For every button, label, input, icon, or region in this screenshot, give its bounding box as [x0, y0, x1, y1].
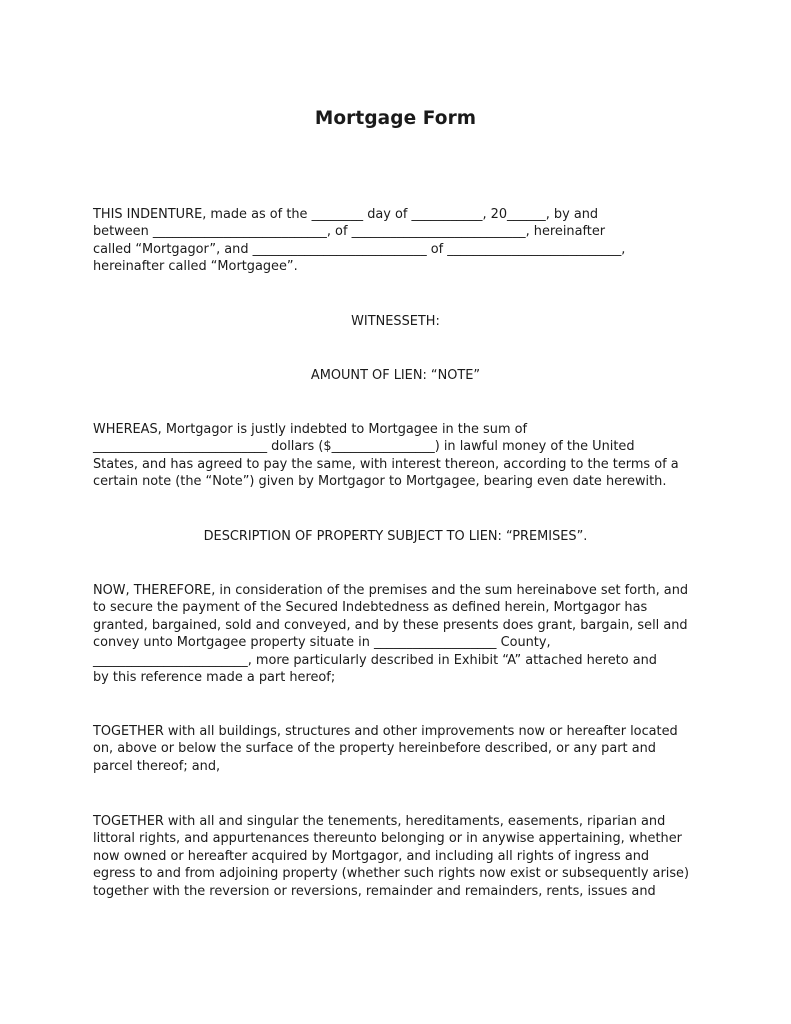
whereas-line: States, and has agreed to pay the same, with interest thereon, according to the terms of a	[93, 456, 679, 472]
now-therefore-line: ________________________, more particularly described in Exhibit “A” attached hereto and	[93, 652, 657, 668]
together-tenements-line: egress to and from adjoining property (whether such rights now exist or subsequently arise)	[93, 866, 690, 882]
now-therefore-line: by this reference made a part hereof;	[93, 670, 336, 686]
whereas-line: ___________________________ dollars ($________________) in lawful money of the United	[93, 439, 635, 455]
together-tenements-line: together with the reversion or reversions, remainder and remainders, rents, issues and	[93, 883, 656, 899]
together-buildings-paragraph	[93, 723, 703, 775]
description-heading: DESCRIPTION OF PROPERTY SUBJECT TO LIEN: “PREMISES”.	[203, 529, 588, 544]
intro-line: THIS INDENTURE, made as of the ________ day of ___________, 20______, by and	[93, 207, 599, 222]
now-therefore-line: granted, bargained, sold and conveyed, and by these presents does grant, bargain, sell and	[93, 617, 688, 633]
together-tenements-line: now owned or hereafter acquired by Mortgagor, and including all rights of ingress and	[93, 848, 650, 864]
intro-line: between ___________________________, of ___________________________, hereinafter	[93, 224, 606, 240]
now-therefore-paragraph	[93, 582, 703, 686]
document-title: Mortgage Form	[314, 108, 477, 129]
together-buildings-line: TOGETHER with all buildings, structures and other improvements now or hereafter located	[93, 724, 678, 739]
now-therefore-line: NOW, THEREFORE, in consideration of the premises and the sum hereinabove set forth, and	[93, 583, 689, 598]
now-therefore-line: convey unto Mortgagee property situate in ___________________ County,	[93, 635, 551, 651]
now-therefore-line: to secure the payment of the Secured Indebtedness as defined herein, Mortgagor has	[93, 600, 648, 616]
intro-paragraph	[93, 206, 703, 276]
witnesseth-heading: WITNESSETH:	[351, 314, 440, 329]
intro-line: called “Mortgagor”, and ___________________________ of ___________________________,	[93, 241, 626, 257]
together-tenements-paragraph	[93, 813, 703, 900]
together-buildings-line: on, above or below the surface of the property hereinbefore described, or any part and	[93, 741, 656, 757]
amount-of-lien-heading: AMOUNT OF LIEN: “NOTE”	[310, 368, 481, 383]
together-buildings-line: parcel thereof; and,	[93, 758, 221, 774]
whereas-line: certain note (the “Note”) given by Mortgagor to Mortgagee, bearing even date herewith.	[93, 474, 667, 490]
together-tenements-line: littoral rights, and appurtenances thereunto belonging or in anywise appertaining, whether	[93, 831, 682, 847]
together-tenements-line: TOGETHER with all and singular the tenements, hereditaments, easements, riparian and	[93, 814, 666, 829]
whereas-paragraph	[93, 421, 703, 491]
whereas-line: WHEREAS, Mortgagor is justly indebted to Mortgagee in the sum of	[93, 422, 528, 437]
intro-line: hereinafter called “Mortgagee”.	[93, 259, 298, 275]
